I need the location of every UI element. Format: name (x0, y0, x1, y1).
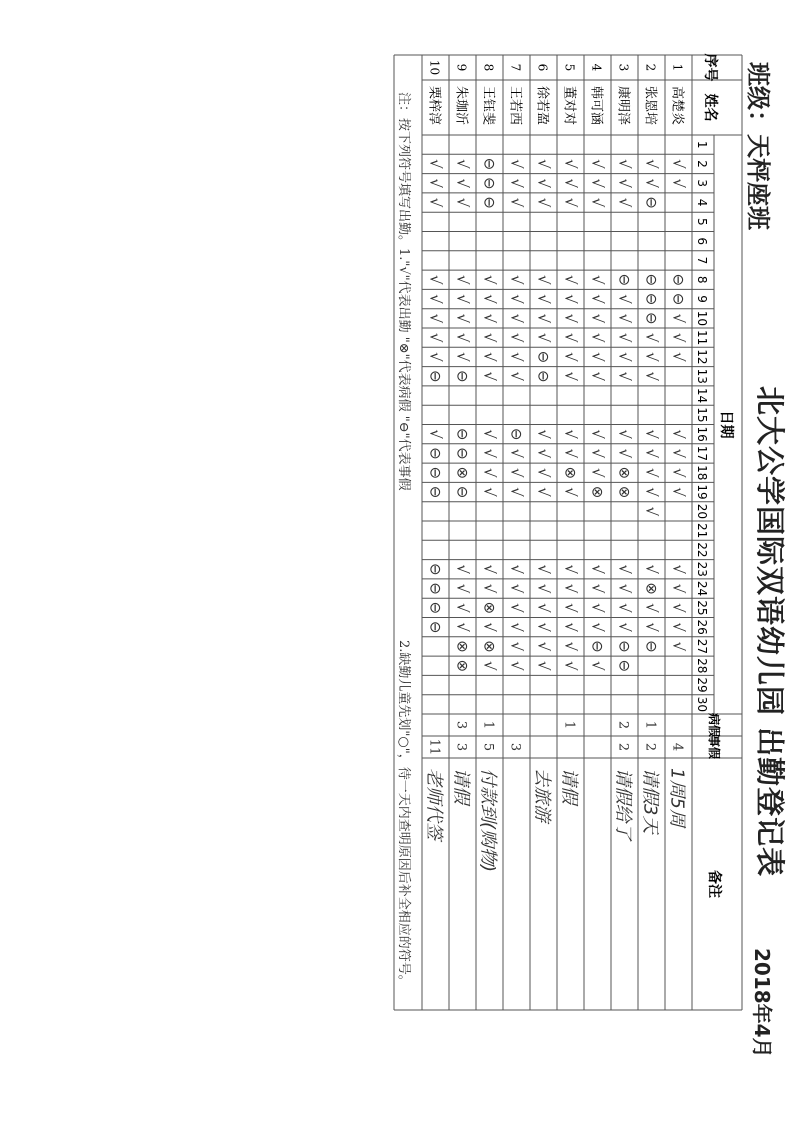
attendance-mark: ⊗ (615, 466, 634, 480)
attendance-mark: √ (669, 641, 688, 652)
attendance-mark: √ (642, 332, 661, 343)
attendance-mark: √ (480, 487, 499, 497)
attendance-mark: √ (453, 332, 472, 343)
row-remark: 请假给了 (612, 768, 634, 840)
attendance-mark: ⊖ (426, 562, 445, 576)
attendance-mark: √ (534, 660, 553, 671)
attendance-mark: √ (588, 448, 607, 459)
attendance-mark: √ (615, 448, 634, 459)
attendance-mark: √ (507, 294, 526, 304)
attendance-mark: √ (453, 274, 472, 285)
attendance-mark: √ (669, 159, 688, 169)
attendance-mark: √ (507, 274, 526, 285)
day-number: 4 (695, 198, 709, 207)
attendance-mark: ⊖ (642, 312, 661, 325)
row-remark: 老师代签 (423, 768, 445, 840)
row-seq: 9 (454, 63, 469, 72)
attendance-mark: √ (507, 622, 526, 632)
personal-count: 4 (669, 742, 685, 752)
attendance-mark: √ (426, 429, 445, 439)
personal-count: 11 (426, 738, 442, 756)
attendance-mark: √ (534, 564, 553, 575)
day-number: 19 (695, 484, 709, 500)
attendance-mark: √ (588, 583, 607, 594)
attendance-mark: ⊗ (453, 466, 472, 480)
attendance-mark: √ (534, 583, 553, 594)
attendance-mark: √ (534, 197, 553, 208)
attendance-mark: ⊖ (426, 601, 445, 615)
attendance-mark: √ (507, 487, 526, 497)
attendance-mark: √ (642, 159, 661, 169)
attendance-mark: √ (561, 641, 580, 652)
day-number: 2 (695, 160, 709, 168)
attendance-mark: √ (507, 641, 526, 652)
attendance-mark: √ (534, 622, 553, 632)
row-remark: 请假3天 (639, 768, 661, 834)
attendance-mark: √ (615, 583, 634, 594)
attendance-mark: √ (561, 660, 580, 671)
attendance-mark: √ (534, 487, 553, 497)
row-remark: 请假 (558, 768, 580, 804)
attendance-mark: √ (669, 429, 688, 439)
attendance-mark: √ (669, 467, 688, 478)
attendance-mark: √ (588, 564, 607, 575)
row-remark: 请假 (450, 768, 472, 804)
attendance-mark: √ (642, 622, 661, 632)
attendance-mark: ⊖ (615, 273, 634, 287)
attendance-mark: √ (615, 294, 634, 304)
attendance-mark: √ (615, 429, 634, 439)
attendance-mark: √ (426, 274, 445, 285)
attendance-mark: √ (534, 332, 553, 343)
attendance-mark: ⊗ (642, 582, 661, 595)
attendance-mark: √ (588, 313, 607, 324)
day-number: 3 (695, 179, 709, 188)
attendance-mark: √ (426, 294, 445, 304)
attendance-mark: √ (615, 622, 634, 632)
attendance-mark: √ (507, 197, 526, 208)
attendance-mark: √ (669, 332, 688, 343)
attendance-mark: √ (561, 429, 580, 439)
attendance-mark: ⊖ (669, 292, 688, 306)
attendance-mark: √ (588, 622, 607, 632)
attendance-mark: √ (507, 313, 526, 324)
sick-count: 3 (453, 720, 469, 730)
attendance-mark: √ (561, 603, 580, 613)
attendance-mark: ⊖ (642, 292, 661, 306)
attendance-mark: √ (588, 274, 607, 285)
attendance-mark: ⊖ (642, 273, 661, 287)
attendance-mark: √ (480, 313, 499, 324)
day-number: 24 (695, 580, 709, 597)
attendance-mark: √ (426, 352, 445, 362)
day-number: 17 (695, 445, 709, 462)
attendance-mark: √ (615, 159, 634, 169)
row-remark: 1周5周 (666, 768, 688, 827)
attendance-mark: √ (480, 352, 499, 362)
attendance-mark: √ (534, 294, 553, 304)
row-name: 康明泽 (615, 86, 631, 126)
attendance-mark: √ (507, 660, 526, 671)
attendance-mark: √ (480, 583, 499, 594)
day-number: 8 (695, 275, 709, 284)
day-number: 27 (695, 638, 709, 655)
attendance-mark: √ (642, 371, 661, 382)
attendance-mark: ⊖ (534, 350, 553, 364)
day-number: 22 (695, 542, 709, 558)
attendance-mark: √ (615, 564, 634, 575)
attendance-mark: √ (507, 332, 526, 343)
attendance-mark: √ (642, 429, 661, 439)
attendance-mark: ⊖ (480, 176, 499, 190)
legend-note-2: 2.缺勤儿童先划"○"，待一天内查明原因后补全相应的符号。 (396, 640, 411, 988)
attendance-mark: √ (669, 622, 688, 632)
attendance-mark: √ (642, 467, 661, 478)
attendance-mark: √ (453, 352, 472, 362)
attendance-mark: √ (534, 467, 553, 478)
day-number: 13 (695, 368, 709, 384)
attendance-mark: ⊖ (534, 369, 553, 383)
row-name: 王钰斐 (480, 86, 496, 126)
attendance-mark: √ (426, 178, 445, 189)
row-seq: 8 (481, 63, 496, 72)
attendance-mark: √ (642, 487, 661, 497)
attendance-mark: ⊖ (669, 273, 688, 287)
day-number: 14 (695, 387, 709, 404)
day-number: 11 (695, 330, 709, 346)
attendance-mark: √ (453, 294, 472, 304)
attendance-mark: √ (642, 352, 661, 362)
attendance-mark: √ (534, 178, 553, 189)
attendance-mark: √ (669, 178, 688, 189)
row-seq: 1 (670, 63, 685, 72)
attendance-mark: ⊖ (426, 447, 445, 460)
day-number: 16 (695, 426, 709, 442)
attendance-mark: √ (426, 197, 445, 208)
attendance-mark: √ (561, 294, 580, 304)
attendance-mark: √ (561, 583, 580, 594)
attendance-mark: ⊖ (426, 582, 445, 595)
row-remark: 去旅游 (531, 768, 553, 822)
row-seq: 5 (562, 63, 577, 72)
row-seq: 3 (616, 63, 631, 72)
attendance-mark: √ (669, 583, 688, 594)
attendance-mark: √ (615, 352, 634, 362)
attendance-mark: √ (588, 660, 607, 671)
table-cells (424, 60, 710, 872)
attendance-mark: √ (561, 332, 580, 343)
attendance-mark: √ (453, 313, 472, 324)
row-seq: 4 (589, 63, 604, 72)
attendance-mark: ⊖ (426, 369, 445, 383)
attendance-mark: ⊗ (588, 485, 607, 499)
attendance-mark: √ (507, 371, 526, 382)
attendance-mark: √ (561, 352, 580, 362)
attendance-mark: √ (453, 564, 472, 575)
attendance-mark: ⊖ (480, 196, 499, 209)
attendance-mark: √ (534, 159, 553, 169)
attendance-mark: √ (561, 159, 580, 169)
sick-count: 2 (615, 720, 631, 730)
attendance-mark: ⊖ (426, 466, 445, 480)
attendance-mark: √ (615, 313, 634, 324)
attendance-mark: ⊖ (426, 620, 445, 634)
attendance-mark: √ (669, 448, 688, 459)
attendance-mark: √ (615, 371, 634, 382)
header-sick-leave: 病假 (707, 712, 721, 738)
day-number: 15 (695, 407, 709, 423)
day-number: 28 (695, 658, 709, 674)
attendance-mark: √ (453, 197, 472, 208)
row-name: 王若西 (507, 86, 523, 126)
personal-count: 2 (642, 742, 658, 752)
attendance-mark: √ (561, 371, 580, 382)
attendance-mark: √ (669, 487, 688, 497)
attendance-mark: √ (507, 178, 526, 189)
attendance-mark: √ (507, 352, 526, 362)
attendance-mark: √ (453, 622, 472, 632)
attendance-mark: √ (642, 178, 661, 189)
header-name: 姓名 (702, 93, 718, 122)
attendance-mark: √ (480, 622, 499, 632)
row-name: 韩可涵 (588, 86, 604, 126)
row-name: 董对对 (561, 86, 577, 126)
attendance-mark: √ (669, 352, 688, 362)
attendance-mark: ⊖ (480, 157, 499, 171)
row-name: 张恩培 (642, 86, 658, 126)
attendance-mark: √ (615, 332, 634, 343)
attendance-mark: ⊖ (615, 659, 634, 673)
attendance-mark: √ (534, 274, 553, 285)
attendance-mark: √ (669, 603, 688, 613)
day-number: 12 (695, 349, 709, 365)
attendance-mark: √ (588, 332, 607, 343)
attendance-mark: √ (507, 583, 526, 594)
attendance-mark: ⊗ (453, 640, 472, 653)
attendance-mark: ⊖ (507, 427, 526, 441)
attendance-mark: √ (480, 564, 499, 575)
attendance-mark: ⊖ (426, 485, 445, 499)
attendance-mark: √ (507, 603, 526, 613)
attendance-mark: √ (588, 159, 607, 169)
attendance-mark: √ (507, 564, 526, 575)
attendance-mark: √ (588, 352, 607, 362)
attendance-mark: √ (615, 197, 634, 208)
day-number: 1 (695, 140, 709, 149)
attendance-mark: √ (642, 564, 661, 575)
sick-count: 1 (642, 720, 658, 730)
attendance-mark: √ (480, 332, 499, 343)
attendance-mark: √ (534, 641, 553, 652)
attendance-mark: √ (480, 467, 499, 478)
attendance-mark: √ (534, 429, 553, 439)
attendance-mark: √ (588, 603, 607, 613)
sick-count: 1 (480, 720, 496, 730)
attendance-mark: √ (453, 159, 472, 169)
row-name: 高楚炎 (669, 86, 685, 126)
row-seq: 10 (427, 59, 442, 76)
day-number: 30 (695, 696, 709, 712)
attendance-mark: √ (642, 506, 661, 517)
row-remark: 付款到(购物) (477, 768, 499, 873)
attendance-mark: √ (480, 274, 499, 285)
day-number: 10 (695, 310, 709, 326)
attendance-mark: √ (588, 371, 607, 382)
day-number: 21 (695, 523, 709, 539)
attendance-mark: ⊖ (453, 427, 472, 441)
class-label: 班级：天枰座班 (744, 62, 772, 230)
row-name: 徐若盈 (534, 86, 550, 126)
attendance-mark: √ (453, 583, 472, 594)
attendance-mark: ⊗ (453, 659, 472, 673)
attendance-mark: ⊖ (642, 196, 661, 209)
header-date: 日期 (718, 410, 734, 439)
attendance-mark: ⊖ (642, 640, 661, 653)
attendance-mark: √ (561, 313, 580, 324)
attendance-mark: √ (534, 448, 553, 459)
attendance-mark: ⊗ (480, 601, 499, 615)
row-seq: 6 (535, 63, 550, 72)
personal-count: 2 (615, 742, 631, 752)
attendance-mark: √ (642, 603, 661, 613)
attendance-mark: ⊖ (588, 640, 607, 653)
attendance-mark: √ (588, 294, 607, 304)
attendance-mark: √ (453, 603, 472, 613)
attendance-mark: √ (480, 660, 499, 671)
attendance-mark: √ (615, 603, 634, 613)
attendance-mark: √ (588, 429, 607, 439)
attendance-mark: √ (534, 313, 553, 324)
attendance-mark: √ (480, 371, 499, 382)
personal-count: 5 (480, 742, 496, 752)
legend-note: 注：按下列符号填写出勤。1."√"代表出勤 "⊗"代表病假 "⊖"代表事假 (396, 92, 411, 491)
day-number: 25 (695, 600, 709, 616)
row-seq: 2 (643, 63, 658, 72)
sick-count: 1 (561, 720, 577, 730)
day-number: 6 (695, 237, 709, 245)
attendance-mark: √ (426, 332, 445, 343)
attendance-mark: √ (642, 448, 661, 459)
row-seq: 7 (508, 63, 523, 72)
day-number: 23 (695, 561, 709, 577)
attendance-mark: √ (561, 487, 580, 497)
day-number: 29 (695, 677, 709, 693)
attendance-mark: √ (561, 448, 580, 459)
attendance-mark: √ (507, 448, 526, 459)
attendance-mark: √ (426, 313, 445, 324)
attendance-mark: ⊖ (453, 369, 472, 383)
attendance-mark: √ (561, 564, 580, 575)
attendance-mark: ⊗ (615, 485, 634, 499)
header-remark: 备注 (706, 870, 722, 898)
header-seq: 序号 (702, 53, 718, 82)
attendance-mark: √ (507, 159, 526, 169)
personal-count: 3 (507, 742, 523, 752)
attendance-mark: √ (561, 197, 580, 208)
day-number: 9 (695, 295, 709, 303)
attendance-mark: √ (561, 178, 580, 189)
day-number: 20 (695, 503, 709, 519)
attendance-mark: √ (588, 467, 607, 478)
attendance-mark: √ (534, 603, 553, 613)
attendance-mark: √ (588, 197, 607, 208)
attendance-mark: ⊗ (561, 466, 580, 480)
attendance-mark: √ (480, 294, 499, 304)
attendance-mark: √ (453, 178, 472, 189)
attendance-mark: √ (615, 178, 634, 189)
attendance-mark: ⊖ (615, 640, 634, 653)
page-title: 北大公学国际双语幼儿园 出勤登记表 (753, 386, 787, 878)
month-label: 2018年4月 (750, 948, 774, 1058)
row-name: 朱珈沂 (453, 86, 469, 126)
attendance-mark: √ (669, 313, 688, 324)
attendance-mark: √ (426, 159, 445, 169)
attendance-mark: √ (561, 622, 580, 632)
attendance-mark: ⊖ (453, 485, 472, 499)
attendance-mark: √ (561, 274, 580, 285)
personal-count: 3 (453, 742, 469, 752)
attendance-mark: ⊗ (480, 640, 499, 653)
attendance-mark: ⊖ (453, 447, 472, 460)
header-personal-leave: 事假 (707, 734, 721, 760)
day-number: 26 (695, 619, 709, 635)
day-number: 5 (695, 218, 709, 226)
attendance-mark: √ (588, 178, 607, 189)
day-number: 18 (695, 465, 709, 481)
attendance-mark: √ (480, 429, 499, 439)
attendance-mark: √ (480, 448, 499, 459)
day-number: 7 (695, 256, 709, 265)
row-name: 栗梓淳 (426, 86, 442, 126)
attendance-mark: √ (507, 467, 526, 478)
attendance-mark: √ (669, 564, 688, 575)
